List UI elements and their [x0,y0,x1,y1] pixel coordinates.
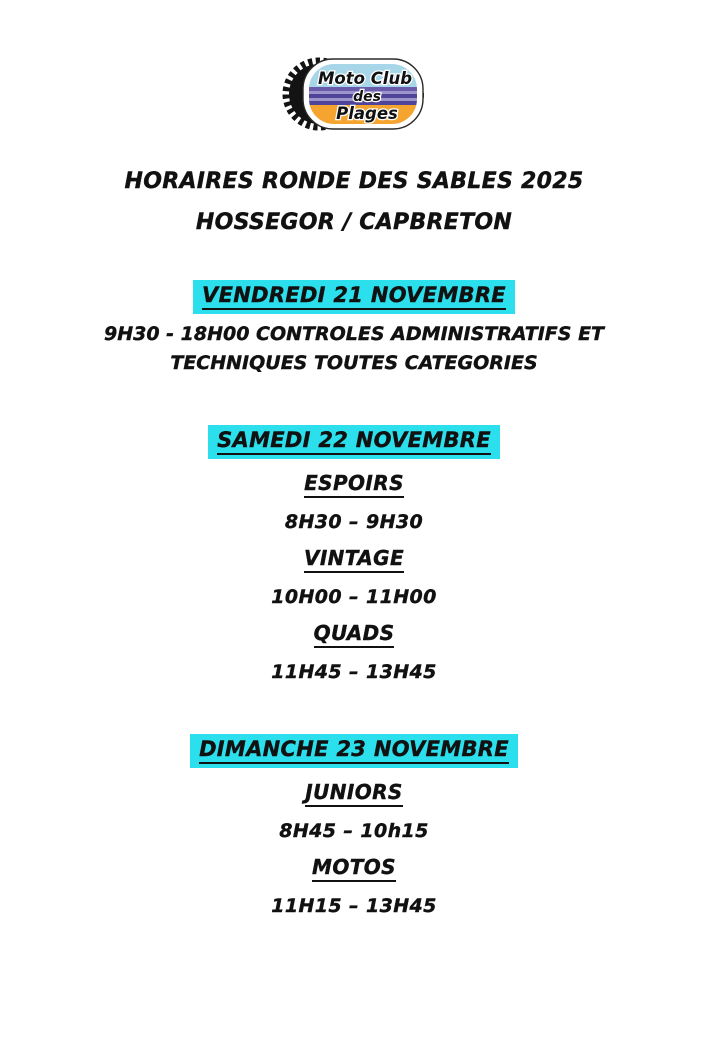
club-logo [279,46,429,142]
schedule-document [0,46,708,1053]
section-vendredi [0,280,708,375]
category-quads: QUADS [0,622,708,648]
day-heading-text: DIMANCHE 23 NOVEMBRE [199,737,509,764]
time-quads: 11H45 – 13H45 [271,661,437,683]
time-vintage: 10H00 – 11H00 [271,586,437,608]
category-vintage: VINTAGE [0,547,708,573]
day-heading-vendredi [0,280,708,314]
friday-note-line-2: TECHNIQUES TOUTES CATEGORIES [170,352,538,374]
page-title: HORAIRES RONDE DES SABLES 2025 [124,169,584,194]
time-motos: 11H15 – 13H45 [271,895,437,917]
logo-text-line1: Moto Club [317,69,413,88]
day-heading-text: VENDREDI 21 NOVEMBRE [202,283,506,310]
category-juniors: JUNIORS [0,781,708,807]
day-heading-text: SAMEDI 22 NOVEMBRE [217,428,491,455]
time-espoirs: 8H30 – 9H30 [284,511,424,533]
logo-text-line2: des [353,89,381,105]
moto-club-logo-graphic [279,46,429,142]
day-heading-dimanche [0,734,708,768]
page-subtitle: HOSSEGOR / CAPBRETON [195,210,513,235]
category-motos: MOTOS [0,856,708,882]
category-espoirs: ESPOIRS [0,472,708,498]
logo-text-line3: Plages [336,104,398,123]
section-dimanche [0,734,708,918]
day-heading-samedi [0,425,708,459]
friday-note-line-1: 9H30 - 18H00 CONTROLES ADMINISTRATIFS ET [103,323,605,345]
time-juniors: 8H45 – 10h15 [279,820,429,842]
section-samedi [0,425,708,684]
